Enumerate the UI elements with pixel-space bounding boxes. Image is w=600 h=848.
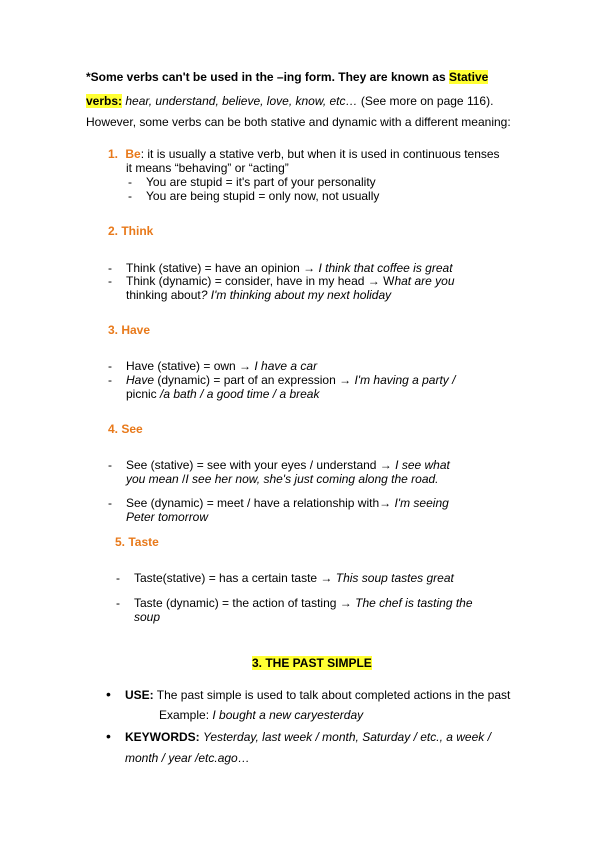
see-stative-example: I see what <box>395 458 450 472</box>
taste-item-2 <box>134 596 473 610</box>
have-dynamic-word: Have <box>126 373 155 387</box>
think-dash-2: - <box>108 274 112 288</box>
taste-dynamic-example: The chef is tasting the <box>355 596 473 610</box>
think-item-1 <box>126 261 453 275</box>
have-stative-example: I have a car <box>254 359 318 373</box>
use-bullet: • <box>106 686 111 702</box>
page-reference: (See more on page 116). <box>360 94 494 108</box>
think-dynamic-text: Think (dynamic) = consider, have in my head → W <box>126 274 395 288</box>
think-dash-1: - <box>108 261 112 275</box>
taste-item-2-cont: soup <box>134 610 161 624</box>
think-heading: 2. Think <box>108 224 154 238</box>
keywords-bullet: • <box>106 728 111 744</box>
have-stative-text: Have (stative) = own → <box>126 359 252 373</box>
have-dash-1: - <box>108 359 112 373</box>
see-item-2-cont: Peter tomorrow <box>126 510 209 524</box>
have-dynamic-text-cont: picnic <box>126 387 157 401</box>
example-label: Example: <box>159 708 210 722</box>
see-stative-text: See (stative) = see with your eyes / understand → <box>126 458 392 472</box>
verbs-highlight: verbs: <box>86 94 123 108</box>
keywords-line-1 <box>125 730 491 744</box>
taste-heading: 5. Taste <box>115 535 159 549</box>
example-line <box>159 708 363 722</box>
keywords-text: Yesterday, last week / month, Saturday / etc., a week / <box>203 730 491 744</box>
think-dynamic-text-cont: thinking about <box>126 288 201 302</box>
use-line <box>125 688 510 702</box>
be-description: : it is usually a stative verb, but when it is used in continuous tenses <box>140 147 500 161</box>
see-item-1-cont <box>126 472 439 486</box>
taste-stative-text: Taste(stative) = has a certain taste → <box>134 571 333 585</box>
have-dynamic-text: (dynamic) = part of an expression → <box>157 373 352 387</box>
see-stative-slash: / <box>182 472 186 486</box>
think-item-2 <box>126 274 455 288</box>
be-line-1 <box>108 147 500 161</box>
be-sub-item-2: You are being stupid = only now, not usually <box>146 189 380 203</box>
think-dynamic-example: hat are you <box>394 274 455 288</box>
have-item-1 <box>126 359 317 373</box>
intro-line-1 <box>86 70 488 84</box>
have-item-2-cont <box>126 387 319 401</box>
have-dynamic-example: I'm having a party / <box>354 373 456 387</box>
see-heading: 4. See <box>108 422 143 436</box>
taste-dynamic-text: Taste (dynamic) = the action of tasting → <box>134 596 352 610</box>
stative-highlight: Stative <box>448 70 489 84</box>
see-dynamic-example: I'm seeing <box>394 496 449 510</box>
use-text: The past simple is used to talk about completed actions in the past <box>156 688 511 702</box>
past-simple-heading: 3. THE PAST SIMPLE <box>252 656 372 670</box>
taste-stative-example: This soup tastes great <box>335 571 454 585</box>
think-item-2-cont <box>126 288 391 302</box>
keywords-label: KEYWORDS: <box>125 730 200 744</box>
be-sub-dash-1: - <box>128 175 132 189</box>
use-label: USE: <box>125 688 154 702</box>
have-dash-2: - <box>108 373 112 387</box>
be-sub-item-1: You are stupid = it's part of your personality <box>146 175 376 189</box>
have-dynamic-example-cont: /a bath / a good time / a break <box>160 387 320 401</box>
see-stative-example-cont-1: you mean <box>126 472 179 486</box>
be-line-2: it means “behaving” or “acting” <box>126 161 289 175</box>
see-dynamic-text: See (dynamic) = meet / have a relationship with→ <box>126 496 392 510</box>
think-stative-text: Think (stative) = have an opinion → <box>126 261 316 275</box>
taste-dash-1: - <box>116 571 120 585</box>
have-heading: 3. Have <box>108 323 151 337</box>
think-dynamic-example-cont: ? I'm thinking about my next holiday <box>200 288 392 302</box>
intro-line-2 <box>86 94 493 108</box>
see-dash-1: - <box>108 458 112 472</box>
taste-dash-2: - <box>116 596 120 610</box>
stative-examples: hear, understand, believe, love, know, etc… <box>125 94 358 108</box>
example-text: I bought a new caryesterday <box>212 708 364 722</box>
be-number: 1. <box>108 147 119 161</box>
be-heading: Be <box>125 147 141 161</box>
intro-bold-text: *Some verbs can't be used in the –ing form. They are known as <box>86 70 446 84</box>
have-item-2 <box>126 373 455 387</box>
see-dash-2: - <box>108 496 112 510</box>
taste-item-1 <box>134 571 454 585</box>
see-item-2 <box>126 496 449 510</box>
see-stative-example-cont-2: I see her now, she's just coming along the road. <box>185 472 439 486</box>
be-sub-dash-2: - <box>128 189 132 203</box>
see-item-1 <box>126 458 450 472</box>
think-stative-example: I think that coffee is great <box>318 261 453 275</box>
intro-line-3: However, some verbs can be both stative and dynamic with a different meaning: <box>86 115 511 129</box>
keywords-line-2: month / year /etc.ago… <box>125 751 250 765</box>
